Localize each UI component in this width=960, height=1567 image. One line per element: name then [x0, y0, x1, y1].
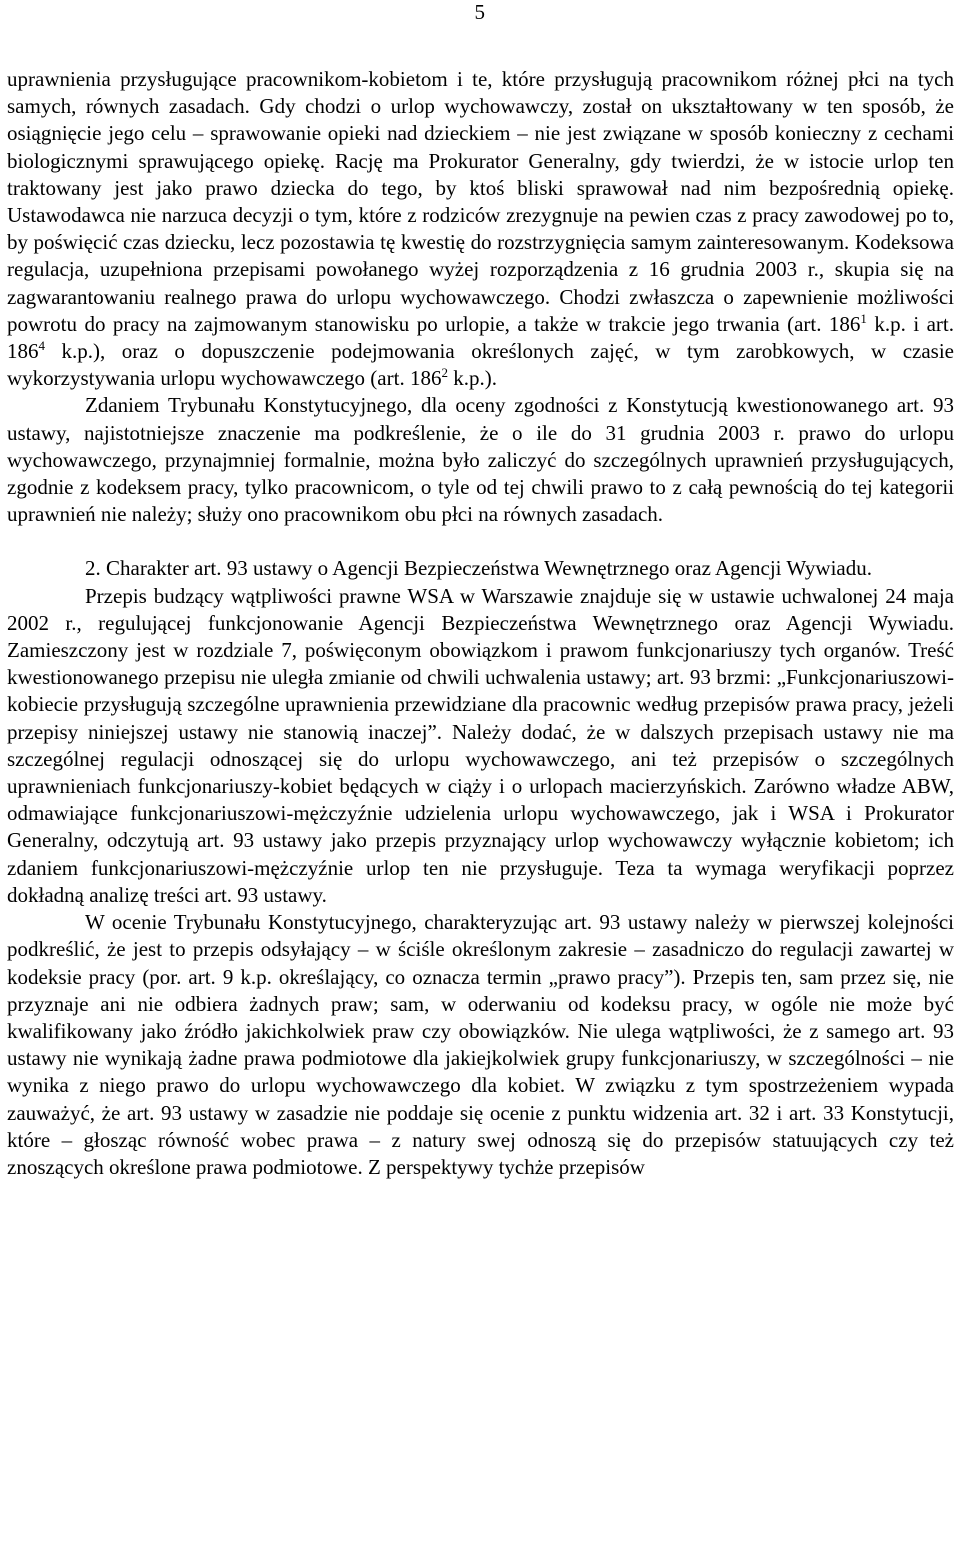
superscript-2: 2	[441, 365, 448, 381]
paragraph-spacer	[7, 528, 954, 555]
paragraph-1-text-d: k.p.).	[447, 366, 497, 391]
page-number: 5	[474, 0, 485, 24]
superscript-4: 4	[38, 338, 45, 354]
paragraph-1-text-c: k.p.), oraz o dopuszczenie podejmowania określonych zajęć, w tym zarobkowych, w czasie wykorzystywania urlopu wychowawczego (art. 186	[7, 339, 954, 391]
paragraph-3: Przepis budzący wątpliwości prawne WSA w Warszawie znajduje się w ustawie uchwalonej 24 maja 2002 r., regulującej funkcjonowanie Agencji Bezpieczeństwa Wewnętrznego oraz Agencji Wywiadu. Zamieszczony jest w rozdziale 7, poświęconym obowiązkom i prawom funkcjonariuszy tych organów. Treść kwestionowanego przepisu nie uległa zmianie od chwili uchwalenia ustawy; art. 93 brzmi: „Funkcjonariuszowi-kobiecie przysługują szczególne uprawnienia przewidziane dla pracownic według przepisów prawa pracy, jeżeli przepisy niniejszej ustawy nie stanowią inaczej”. Należy dodać, że w dalszych przepisach ustawy nie ma szczególnej regulacji odnoszącej się do urlopu wychowawczego, ani też przepisów o szczególnych uprawnieniach funkcjonariuszy-kobiet będących w ciąży i o urlopach macierzyńskich. Zarówno władze ABW, odmawiające funkcjonariuszowi-mężczyźnie udzielenia urlopu wychowawczego, jak i WSA i Prokurator Generalny, odczytują art. 93 ustawy jako przepis przyznający urlop wychowawczy wyłącznie kobietom; ich zdaniem funkcjonariuszowi-mężczyźnie urlop ten nie przysługuje. Teza ta wymaga weryfikacji poprzez dokładną analizę treści art. 93 ustawy.	[7, 583, 954, 907]
paragraph-2: Zdaniem Trybunału Konstytucyjnego, dla oceny zgodności z Konstytucją kwestionowanego art. 93 ustawy, najistotniejsze znaczenie ma podkreślenie, że o ile do 31 grudnia 2003 r. prawo do urlopu wychowawczego, przynajmniej formalnie, można było zaliczyć do szczególnych uprawnień przysługujących, zgodnie z kodeksem pracy, tylko pracownicom, o tyle od tej chwili prawo to z całą pewnością do tej kategorii uprawnień nie należy; służy ono pracownikom obu płci na równych zasadach.	[7, 393, 954, 527]
paragraph-1	[7, 66, 954, 392]
superscript-1: 1	[860, 310, 867, 326]
document-body	[7, 66, 954, 1181]
section-heading: 2. Charakter art. 93 ustawy o Agencji Bezpieczeństwa Wewnętrznego oraz Agencji Wywiadu.	[85, 556, 872, 581]
paragraph-1-text-a: uprawnienia przysługujące pracownikom-kobietom i te, które przysługują pracownikom różnej płci na tych samych, równych zasadach. Gdy chodzi o urlop wychowawczy, został on ukształtowany w ten sposób, że osiągnięcie jego celu – sprawowanie opieki nad dzieckiem – nie jest związane w sposób konieczny z cechami biologicznymi sprawującego opiekę. Rację ma Prokurator Generalny, gdy twierdzi, że w istocie urlop ten traktowany jest jako prawo dziecka do tego, by ktoś bliski sprawował nad nim bezpośrednią opiekę. Ustawodawca nie narzuca decyzji o tym, które z rodziców zrezygnuje na pewien czas z pracy zawodowej po to, by poświęcić czas dziecku, lecz pozostawia tę kwestię do rozstrzygnięcia samym zainteresowanym. Kodeksowa regulacja, uzupełniona przepisami powołanego wyżej rozporządzenia z 16 grudnia 2003 r., skupia się na zagwarantowaniu realnego prawa do urlopu wychowawczego. Chodzi zwłaszcza o zapewnienie możliwości powrotu do pracy na zajmowanym stanowisku po urlopie, a także w trakcie jego trwania (art. 186	[7, 67, 954, 336]
paragraph-4: W ocenie Trybunału Konstytucyjnego, charakteryzując art. 93 ustawy należy w pierwszej kolejności podkreślić, że jest to przepis odsyłający – w ściśle określonym zakresie – zasadniczo do regulacji zawartej w kodeksie pracy (por. art. 9 k.p. określający, co oznacza termin „prawo pracy”). Przepis ten, sam przez się, nie przyznaje ani nie odbiera żadnych praw; sam, w oderwaniu od kodeksu pracy, w ogóle nie może być kwalifikowany jako źródło jakichkolwiek praw czy obowiązków. Nie ulega wątpliwości, że z samego art. 93 ustawy nie wynikają żadne prawa podmiotowe dla jakiejkolwiek grupy funkcjonariuszy, w szczególności – nie wynika z niego prawo do urlopu wychowawczego dla kobiet. W związku z tym spostrzeżeniem wypada zauważyć, że art. 93 ustawy w zasadzie nie poddaje się ocenie z punktu widzenia art. 32 i art. 33 Konstytucji, które – głosząc równość wobec prawa – z natury swej odnoszą się do przepisów statuujących czy też znoszących określone prawa podmiotowe. Z perspektywy tychże przepisów	[7, 910, 954, 1179]
paragraph-1-text-b: k.p. i art. 186	[7, 311, 954, 364]
